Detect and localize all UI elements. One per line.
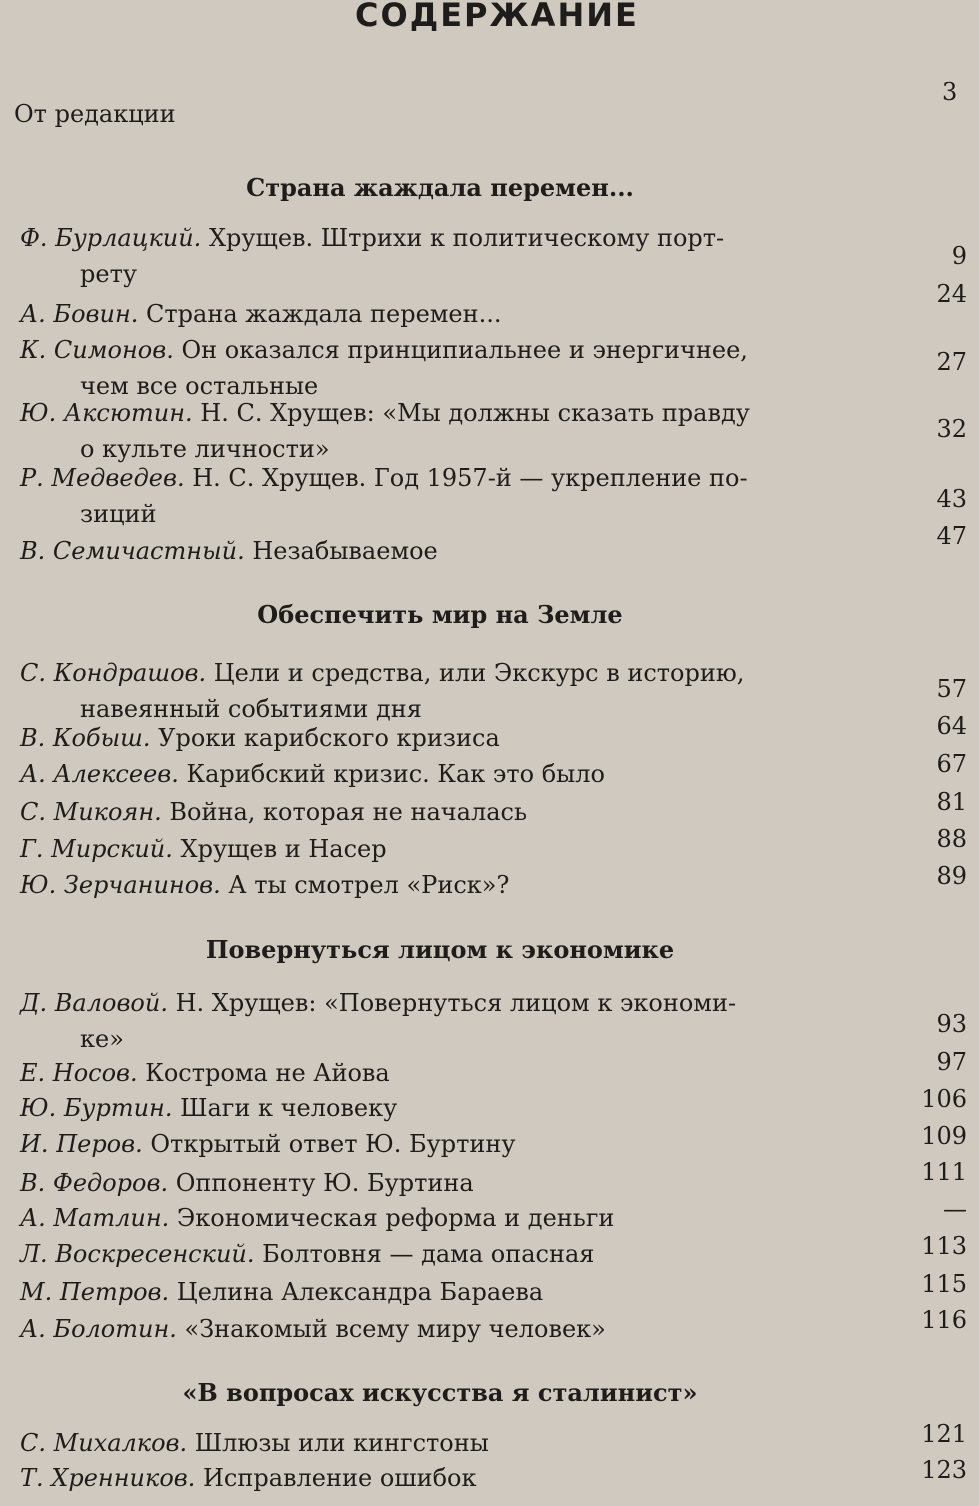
toc-entry (20, 1274, 870, 1310)
entry-author: К. Симонов. (20, 336, 174, 364)
entry-title: Карибский кризис. Как это было (178, 760, 605, 788)
toc-entry (20, 1090, 870, 1126)
entry-page-number: 64 (936, 712, 967, 740)
entry-author: Л. Воскресенский. (20, 1240, 255, 1268)
toc-entry (20, 720, 870, 756)
toc-entry (20, 1311, 870, 1347)
entry-author: С. Михалков. (20, 1429, 188, 1457)
entry-title: Н. С. Хрущев. Год 1957-й — укрепление по- (184, 464, 748, 492)
toc-entry (20, 533, 870, 569)
toc-entry (20, 220, 870, 292)
entry-author: Ю. Аксютин. (20, 399, 193, 427)
entry-page-number: 9 (951, 242, 967, 270)
entry-title-continuation: о культе личности» (80, 435, 330, 463)
entry-title: Н. Хрущев: «Повернуться лицом к экономи- (167, 989, 737, 1017)
entry-page-number: 67 (936, 750, 967, 778)
entry-title: Хрущев и Насер (172, 835, 387, 863)
toc-entry (20, 655, 870, 727)
entry-author: Е. Носов. (20, 1059, 138, 1087)
page-title: СОДЕРЖАНИЕ (355, 0, 639, 34)
toc-entry (20, 756, 870, 792)
entry-page-number: 93 (936, 1010, 967, 1038)
entry-page-number: — (943, 1195, 967, 1223)
toc-entry (20, 296, 870, 332)
entry-title-continuation: навеянный событиями дня (80, 695, 422, 723)
entry-title: Кострома не Айова (137, 1059, 390, 1087)
entry-author: А. Болотин. (20, 1315, 177, 1343)
entry-author: В. Кобыш. (20, 724, 151, 752)
preface-page-number: 3 (942, 78, 958, 106)
toc-entry (20, 1460, 870, 1496)
entry-title-continuation: ке» (80, 1025, 124, 1053)
entry-author: А. Матлин. (20, 1204, 170, 1232)
entry-author: Ю. Буртин. (20, 1094, 173, 1122)
toc-entry (20, 985, 870, 1057)
entry-page-number: 113 (921, 1232, 967, 1260)
entry-title: Уроки карибского кризиса (150, 724, 500, 752)
entry-title: Незабываемое (244, 537, 438, 565)
entry-author: В. Семичастный. (20, 537, 245, 565)
toc-entry (20, 1236, 870, 1272)
entry-title-continuation: чем все остальные (80, 372, 319, 400)
entry-page-number: 43 (936, 485, 967, 513)
section-heading: Страна жаждала перемен... (246, 173, 634, 202)
entry-page-number: 32 (936, 415, 967, 443)
entry-author: А. Бовин. (20, 300, 139, 328)
toc-entry (20, 1200, 870, 1236)
entry-page-number: 81 (936, 788, 967, 816)
toc-entry (20, 460, 870, 532)
entry-page-number: 111 (921, 1158, 967, 1186)
entry-title: Целина Александра Бараева (169, 1278, 544, 1306)
entry-page-number: 47 (936, 522, 967, 550)
entry-author: Ю. Зерчанинов. (20, 871, 221, 899)
toc-entry (20, 1055, 870, 1091)
toc-entry (20, 332, 870, 404)
entry-title: Он оказался принципиальнее и энергичнее, (173, 336, 748, 364)
section-heading: «В вопросах искусства я сталинист» (182, 1378, 698, 1407)
entry-author: Г. Мирский. (20, 835, 173, 863)
entry-page-number: 27 (936, 348, 967, 376)
entry-title: Хрущев. Штрихи к политическому порт- (201, 224, 725, 252)
toc-entry (20, 831, 870, 867)
entry-title: Н. С. Хрущев: «Мы должны сказать правду (192, 399, 750, 427)
entry-title-continuation: рету (80, 260, 137, 288)
entry-title: Исправление ошибок (195, 1464, 477, 1492)
entry-page-number: 109 (921, 1122, 967, 1150)
entry-page-number: 123 (921, 1456, 967, 1484)
entry-title: Шлюзы или кингстоны (187, 1429, 489, 1457)
toc-entry (20, 395, 870, 467)
entry-title: Страна жаждала перемен... (138, 300, 502, 328)
entry-title: «Знакомый всему миру человек» (176, 1315, 606, 1343)
entry-title: Война, которая не началась (161, 798, 528, 826)
toc-entry (20, 794, 870, 830)
entry-author: Ф. Бурлацкий. (20, 224, 202, 252)
entry-title: Открытый ответ Ю. Буртину (142, 1130, 516, 1158)
entry-title: А ты смотрел «Риск»? (220, 871, 510, 899)
entry-author: А. Алексеев. (20, 760, 179, 788)
entry-author: Т. Хренников. (20, 1464, 196, 1492)
entry-page-number: 88 (936, 825, 967, 853)
entry-page-number: 57 (936, 675, 967, 703)
entry-title: Экономическая реформа и деньги (169, 1204, 615, 1232)
entry-page-number: 115 (921, 1270, 967, 1298)
entry-title: Оппоненту Ю. Буртина (168, 1169, 474, 1197)
entry-author: Д. Валовой. (20, 989, 168, 1017)
entry-page-number: 121 (921, 1420, 967, 1448)
entry-author: М. Петров. (20, 1278, 170, 1306)
entry-page-number: 97 (936, 1048, 967, 1076)
entry-author: С. Кондрашов. (20, 659, 207, 687)
entry-page-number: 24 (936, 280, 967, 308)
toc-entry (20, 1425, 870, 1461)
entry-title: Шаги к человеку (172, 1094, 398, 1122)
entry-page-number: 89 (936, 862, 967, 890)
toc-entry (20, 1126, 870, 1162)
entry-title-continuation: зиций (80, 500, 157, 528)
section-heading: Повернуться лицом к экономике (205, 935, 675, 964)
entry-author: Р. Медведев. (20, 464, 185, 492)
entry-author: И. Перов. (20, 1130, 143, 1158)
entry-author: С. Микоян. (20, 798, 162, 826)
section-heading: Обеспечить мир на Земле (257, 600, 623, 629)
entry-title: Болтовня — дама опасная (254, 1240, 595, 1268)
entry-page-number: 106 (921, 1085, 967, 1113)
entry-title: Цели и средства, или Экскурс в историю, (206, 659, 745, 687)
entry-author: В. Федоров. (20, 1169, 169, 1197)
preface-label: От редакции (14, 100, 176, 128)
toc-entry (20, 867, 870, 903)
entry-page-number: 116 (921, 1306, 967, 1334)
toc-entry (20, 1165, 870, 1201)
